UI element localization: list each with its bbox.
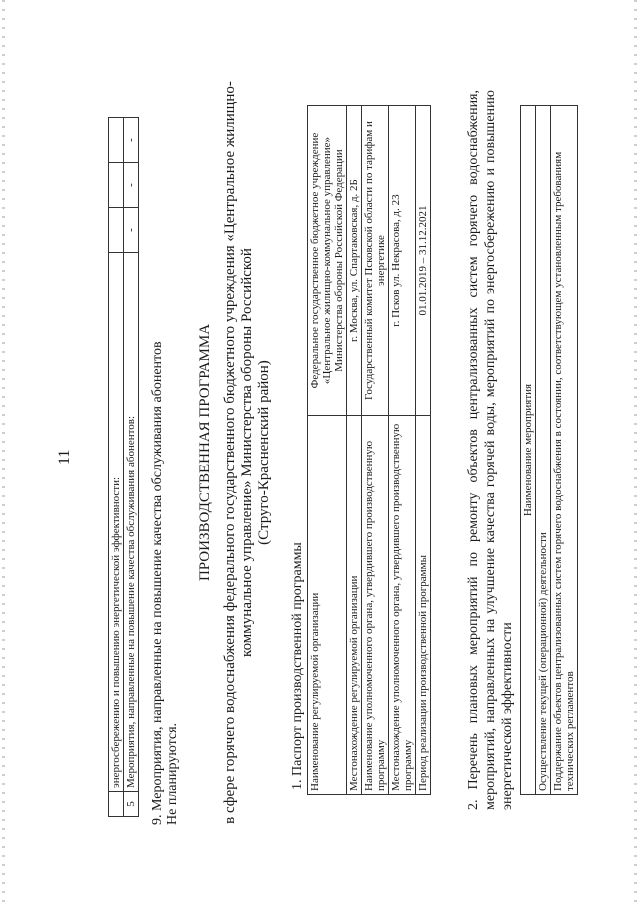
passport-value: Федеральное государственное бюджетное учреждение «Центральное жилищно-коммунальное управление» Министерства обороны Российской Федерации (308, 106, 347, 416)
page-number: 11 (56, 449, 73, 465)
table-row (109, 118, 124, 817)
program-title: ПРОИЗВОДСТВЕННАЯ ПРОГРАММА (197, 323, 213, 582)
measure-item: Осуществление текущей (операционной) деятельности (536, 106, 551, 795)
section9-text: Не планируются. (165, 722, 180, 825)
row-value (109, 118, 124, 163)
row-value: - (124, 208, 139, 253)
passport-label: Период реализации производственной программы (416, 416, 431, 795)
row-text: энергосбережению и повышению энергетической эффективности: (109, 253, 124, 792)
row-number: 5 (124, 792, 139, 817)
table-row (389, 106, 416, 795)
passport-heading: 1. Паспорт производственной программы (290, 542, 305, 790)
row-number (109, 792, 124, 817)
passport-value: г. Псков ул. Некрасова, д. 23 (389, 106, 416, 416)
table-row (536, 106, 551, 795)
measure-item: Поддержание объектов централизованных систем горячего водоснабжения в состоянии, соответствующем установленным требованиям технических регламентов (551, 106, 578, 795)
passport-label: Местонахождение регулируемой организации (347, 416, 362, 795)
row-text: Мероприятия, направленные на повышение качества обслуживания абонентов: (124, 253, 139, 792)
table-row (308, 106, 347, 795)
passport-label: Наименование регулируемой организации (308, 416, 347, 795)
section2-paragraph: 2. Перечень плановых мероприятий по ремонту объектов централизованных систем горячего водоснабжения, мероприятий, направленных на улучшение качества горячей воды, мероприятий по энергосбережению и повышению энергетической эффективности (466, 90, 515, 810)
table-row (124, 118, 139, 817)
passport-value: Государственный комитет Псковской области по тарифам и энергетике (362, 106, 389, 416)
table-row (362, 106, 389, 795)
table-row (521, 106, 536, 795)
measures-header: Наименование мероприятия (521, 106, 536, 795)
passport-label: Местонахождение уполномоченного органа, утвердившего производственную программу (389, 416, 416, 795)
measures-table (520, 105, 578, 795)
table-row (416, 106, 431, 795)
table-row (551, 106, 578, 795)
table-row (347, 106, 362, 795)
passport-value: г. Москва, ул. Спартаковская, д. 2Б (347, 106, 362, 416)
passport-table (307, 105, 431, 795)
row-value (109, 208, 124, 253)
top-table (108, 117, 139, 817)
row-value (109, 163, 124, 208)
program-subtitle: коммунальное управление» Министерства обороны Российской (239, 248, 255, 657)
program-subtitle: в сфере горячего водоснабжения федерального государственного бюджетного учреждения «Центральное жилищно- (222, 81, 238, 824)
row-value: - (124, 163, 139, 208)
passport-label: Наименование уполномоченного органа, утвердившего производственную программу (362, 416, 389, 795)
program-subtitle: (Струго-Красненский район) (256, 360, 272, 545)
passport-value: 01.01.2019 – 31.12.2021 (416, 106, 431, 416)
section9-heading: 9. Мероприятия, направленные на повышение качества обслуживания абонентов (150, 341, 165, 825)
row-value: - (124, 118, 139, 163)
